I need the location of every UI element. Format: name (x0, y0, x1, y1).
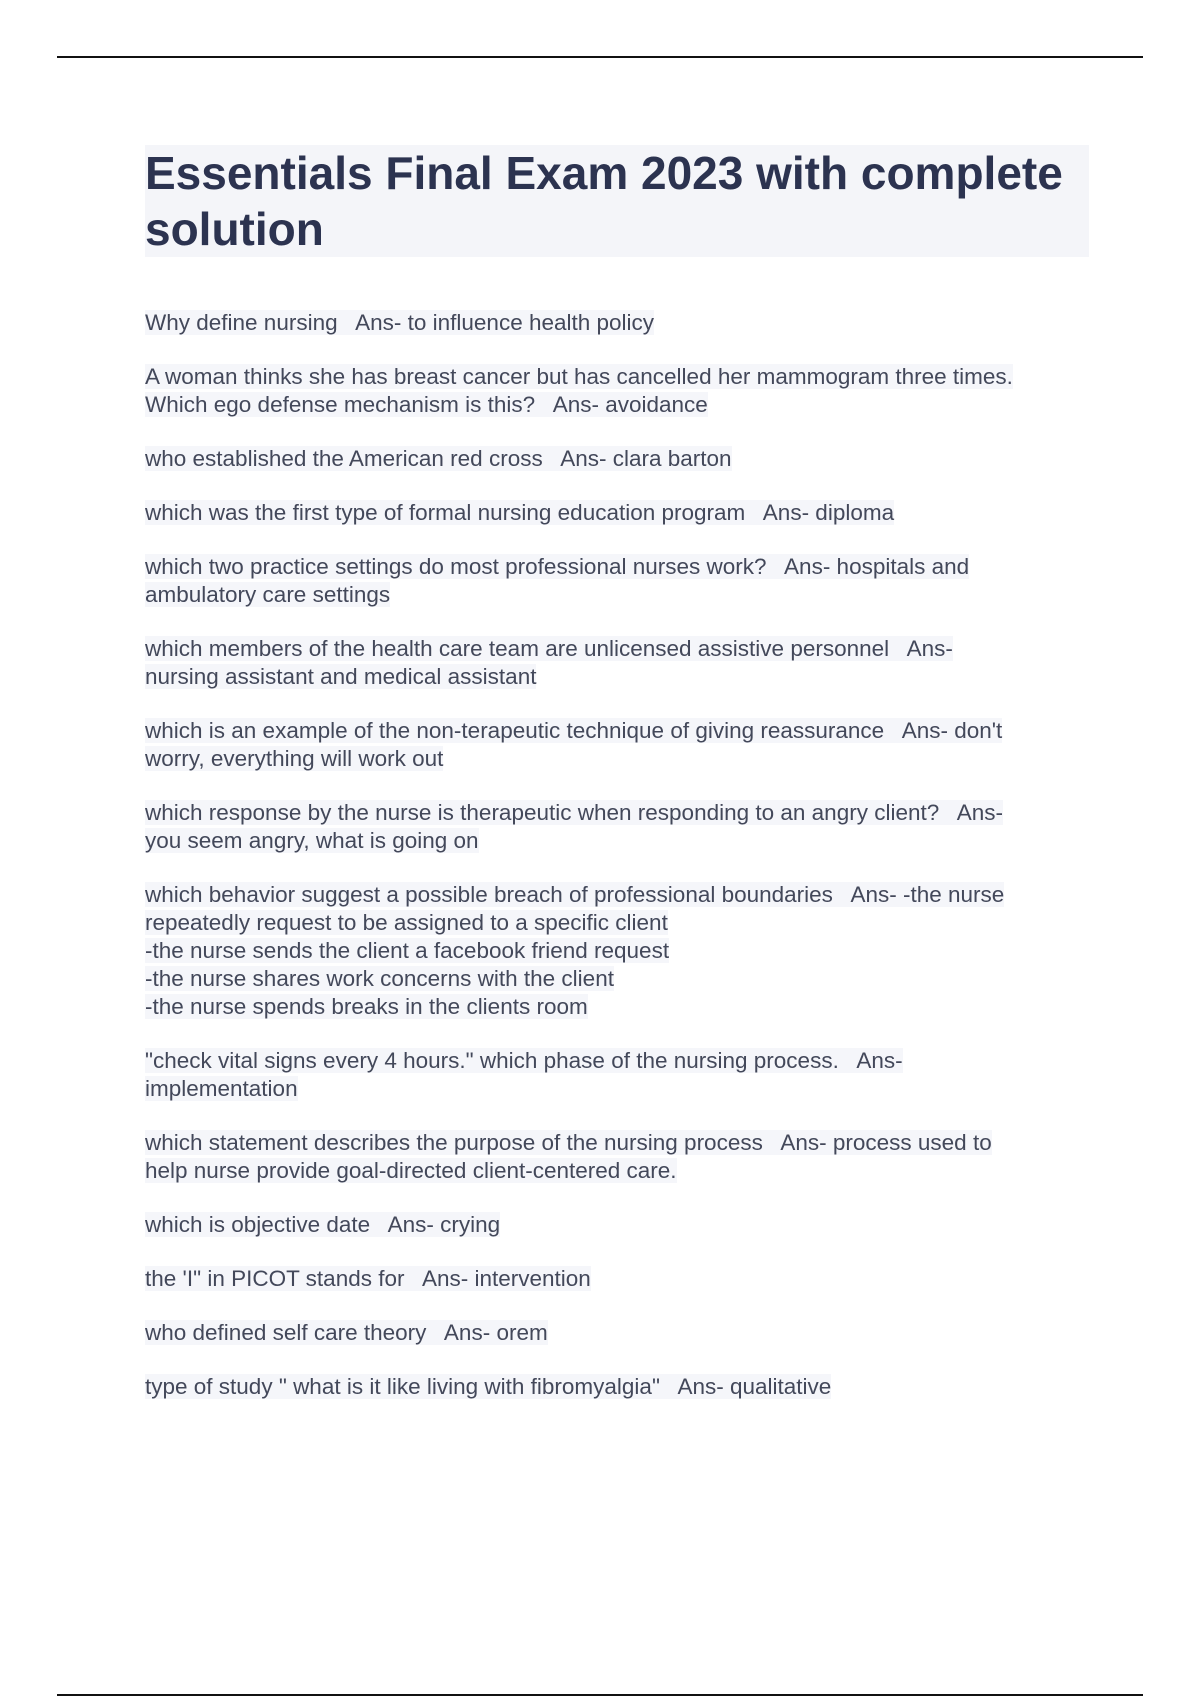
top-rule (57, 56, 1143, 58)
title-block (145, 145, 1089, 257)
qa-line: ambulatory care settings (145, 582, 391, 607)
qa-line: who established the American red cross Ans- clara barton (145, 446, 732, 471)
qa-item (145, 1129, 1085, 1185)
qa-line: which response by the nurse is therapeutic when responding to an angry client? Ans- (145, 800, 1004, 825)
qa-item (145, 881, 1085, 1021)
qa-item (145, 1265, 1085, 1293)
qa-item (145, 799, 1085, 855)
qa-line: which two practice settings do most professional nurses work? Ans- hospitals and (145, 554, 970, 579)
qa-item (145, 635, 1085, 691)
qa-line: A woman thinks she has breast cancer but has cancelled her mammogram three times. (145, 364, 1013, 389)
qa-line: -the nurse spends breaks in the clients room (145, 994, 588, 1019)
qa-item (145, 1373, 1085, 1401)
qa-line: help nurse provide goal-directed client-centered care. (145, 1158, 677, 1183)
bottom-rule (57, 1694, 1143, 1696)
qa-line: repeatedly request to be assigned to a specific client (145, 910, 668, 935)
qa-line: which behavior suggest a possible breach of professional boundaries Ans- -the nurse (145, 882, 1005, 907)
qa-item (145, 1211, 1085, 1239)
qa-line: type of study " what is it like living with fibromyalgia" Ans- qualitative (145, 1374, 832, 1399)
qa-line: which statement describes the purpose of the nursing process Ans- process used to (145, 1130, 992, 1155)
qa-line: the 'I" in PICOT stands for Ans- intervention (145, 1266, 591, 1291)
qa-line: Which ego defense mechanism is this? Ans- avoidance (145, 392, 708, 417)
document-title: Essentials Final Exam 2023 with complete solution (145, 147, 1063, 255)
qa-line: which was the first type of formal nursing education program Ans- diploma (145, 500, 895, 525)
qa-line: which is an example of the non-terapeutic technique of giving reassurance Ans- don't (145, 718, 1003, 743)
qa-line: worry, everything will work out (145, 746, 444, 771)
qa-item (145, 309, 1085, 337)
qa-line: -the nurse sends the client a facebook friend request (145, 938, 670, 963)
qa-line: "check vital signs every 4 hours." which phase of the nursing process. Ans- (145, 1048, 903, 1073)
qa-line: implementation (145, 1076, 298, 1101)
qa-item (145, 717, 1085, 773)
qa-item (145, 1047, 1085, 1103)
qa-item (145, 363, 1085, 419)
qa-line: who defined self care theory Ans- orem (145, 1320, 548, 1345)
qa-item (145, 1319, 1085, 1347)
qa-list (145, 309, 1085, 1427)
qa-line: you seem angry, what is going on (145, 828, 479, 853)
qa-line: Why define nursing Ans- to influence health policy (145, 310, 655, 335)
qa-line: which is objective date Ans- crying (145, 1212, 501, 1237)
qa-item (145, 445, 1085, 473)
qa-item (145, 553, 1085, 609)
qa-item (145, 499, 1085, 527)
qa-line: which members of the health care team are unlicensed assistive personnel Ans- (145, 636, 953, 661)
qa-line: -the nurse shares work concerns with the client (145, 966, 614, 991)
qa-line: nursing assistant and medical assistant (145, 664, 537, 689)
